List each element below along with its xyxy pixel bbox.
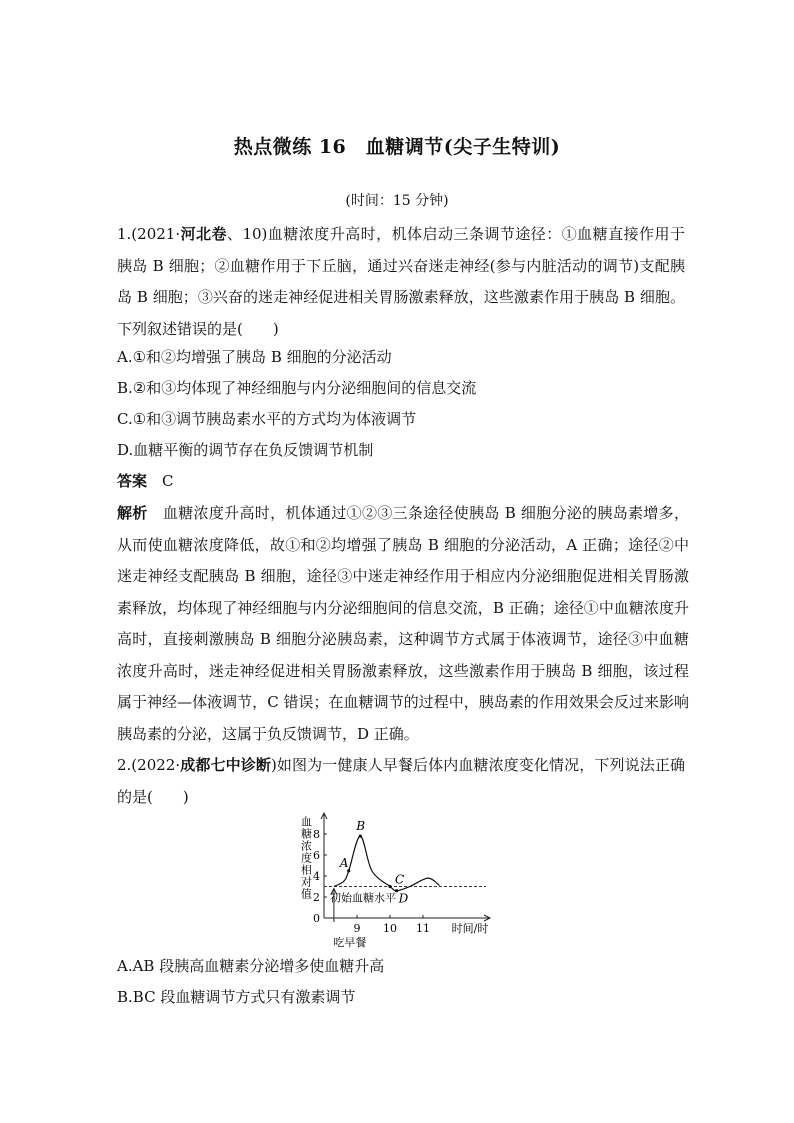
y-tick-label: 8 — [313, 828, 320, 841]
x-tick-label: 9 — [353, 922, 361, 935]
question-1-option-d: D.血糖平衡的调节存在负反馈调节机制 — [117, 441, 374, 459]
baseline-label: 初始血糖水平 — [330, 891, 396, 905]
point-marker-b — [359, 835, 362, 838]
point-label-d: D — [398, 891, 409, 906]
y-tick-label: 6 — [313, 849, 320, 862]
x-tick-label: 11 — [416, 922, 430, 935]
question-2-option-b: B.BC 段血糖调节方式只有激素调节 — [117, 988, 356, 1006]
meal-label: 吃早餐 — [333, 936, 367, 949]
point-marker-c — [388, 885, 391, 888]
glucose-curve — [334, 836, 440, 891]
y-tick-label: 0 — [313, 912, 320, 925]
x-axis-label: 时间/时 — [451, 922, 489, 935]
question-1-option-a: A.①和②均增强了胰岛 B 细胞的分泌活动 — [117, 348, 392, 366]
question-1-stem: 1.(2021·河北卷、10)血糖浓度升高时，机体启动三条调节途径：①血糖直接作用于胰岛 B 细胞；②血糖作用于下丘脑，通过兴奋迷走神经(参与内脏活动的调节)支配胰岛 B 细胞；③兴奋的迷走神经促进相关胃肠激素释放，这些激素作用于胰岛 B 细胞。下列叙述错误的是( ) — [117, 225, 685, 338]
question-2-option-a: A.AB 段胰高血糖素分泌增多使血糖升高 — [117, 957, 385, 975]
point-label-a: A — [339, 855, 349, 870]
point-label-c: C — [395, 872, 405, 887]
y-axis-label: 血糖浓度相对值 — [299, 816, 313, 900]
time-limit: (时间：15 分钟) — [345, 193, 449, 209]
question-1-analysis: 解析 血糖浓度升高时，机体通过①②③三条途径使胰岛 B 细胞分泌的胰岛素增多，从而使血糖浓度降低，故①和②均增强了胰岛 B 细胞的分泌活动，A 正确；途径②中迷走神经支配胰岛 B 细胞，途径③中迷走神经作用于相应内分泌细胞促进相关胃肠激素释放，均体现了神经细胞与内分泌细胞间的信息交流，B 正确；途径①中血糖浓度升高时，直接刺激胰岛 B 细胞分泌胰岛素，这种调节方式属于体液调节，途径③中血糖浓度升高时，迷走神经促进相关胃肠激素释放，这些激素作用于胰岛 B 细胞，该过程属于神经—体液调节，C 错误；在血糖调节的过程中，胰岛素的作用效果会反过来影响胰岛素的分泌，这属于负反馈调节，D 正确。 — [117, 504, 689, 743]
y-tick-label: 4 — [313, 870, 320, 883]
question-1-option-c: C.①和③调节胰岛素水平的方式均为体液调节 — [117, 410, 417, 428]
x-tick-label: 10 — [383, 922, 397, 935]
page-title: 热点微练 16 血糖调节(尖子生特训) — [233, 136, 561, 158]
point-label-b: B — [356, 819, 366, 834]
y-tick-label: 2 — [313, 891, 320, 904]
question-2-stem: 2.(2022·成都七中诊断)如图为一健康人早餐后体内血糖浓度变化情况，下列说法正确的是( ) — [117, 756, 685, 806]
blood-glucose-chart — [290, 810, 520, 950]
question-1-answer: 答案 C — [117, 472, 174, 490]
question-1-option-b: B.②和③均体现了神经细胞与内分泌细胞间的信息交流 — [117, 379, 477, 397]
